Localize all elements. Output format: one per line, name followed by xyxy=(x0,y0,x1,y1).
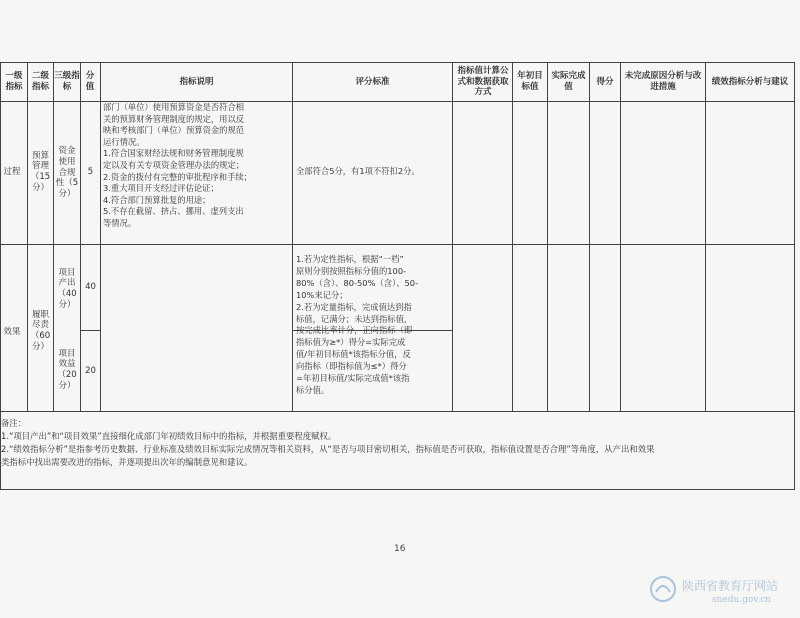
table-rule xyxy=(100,62,101,411)
watermark-title: 陕西省教育厅网站 xyxy=(682,579,779,593)
notes-line-3: 类指标中找出需要改进的指标，并逐项提出次年的编制意见和建议。 xyxy=(1,457,253,467)
benefit-score: 20 xyxy=(85,365,96,376)
table-rule xyxy=(292,62,293,411)
criteria-line: 原则分别按照指标分值的100- xyxy=(296,265,407,276)
header-level3: 三级指标 xyxy=(54,71,80,92)
table-rule xyxy=(705,62,706,411)
criteria-line: 标值，记满分；未达到指标值， xyxy=(296,313,413,324)
table-rule xyxy=(0,489,795,490)
output-level3: 项目产出（40分） xyxy=(57,267,77,310)
table-rule xyxy=(512,62,513,411)
header-indicator-desc: 指标说明 xyxy=(179,76,214,87)
criteria-line: =年初目标值/实际完成值*该指 xyxy=(296,373,410,384)
output-score: 40 xyxy=(85,281,96,292)
notes-line-2: 2.“绩效指标分析”是指参考历史数据、行业标准及绩效目标实际完成情况等相关资料，从“是否与项目密切相关，指标值是否可获取，指标值设置是否合理”等角度，从产出和效果 xyxy=(1,444,655,454)
header-criteria: 评分标准 xyxy=(355,76,390,87)
desc-line: 关的预算财务管理制度的规定，用以反 xyxy=(103,113,245,124)
desc-line: 映和考核部门（单位）预算资金的规范 xyxy=(103,125,245,136)
criteria-line: 2.若为定量指标，完成值达到指 xyxy=(296,301,412,312)
desc-line: 定以及有关专项资金管理办法的规定； xyxy=(103,159,245,170)
table-rule xyxy=(0,62,795,63)
process-level3: 资金使用合规性（5分） xyxy=(55,146,79,199)
effect-criteria xyxy=(296,254,451,397)
criteria-line: 值/年初目标值*该指标分值，反 xyxy=(296,349,411,360)
table-rule xyxy=(0,411,795,412)
desc-line: 5.不存在截留、挤占、挪用、虚列支出 xyxy=(103,206,244,217)
watermark-url: snedu.gov.cn xyxy=(712,595,772,605)
criteria-line: 向指标（即指标值为≤*）得分 xyxy=(296,361,407,372)
table-rule xyxy=(452,62,453,411)
header-level1: 一级指标 xyxy=(5,71,23,92)
notes-title: 备注： xyxy=(1,418,27,428)
header-score-value: 分值 xyxy=(85,71,95,92)
criteria-line: 80%（含）、80-50%（含）、50- xyxy=(296,277,419,288)
table-rule xyxy=(589,62,590,411)
process-score-value: 5 xyxy=(87,166,94,177)
criteria-line: 10%来记分； xyxy=(296,289,348,300)
benefit-level3: 项目效益（20分） xyxy=(57,348,77,391)
desc-line: 4.符合部门预算批复的用途； xyxy=(103,194,211,205)
watermark-logo-icon xyxy=(648,574,678,604)
table-rule xyxy=(80,62,81,411)
criteria-line: 指标值为≥*）得分=实际完成 xyxy=(296,337,406,348)
process-level1: 过程 xyxy=(3,166,21,177)
header-formula: 指标值计算公式和数据获取方式 xyxy=(457,66,509,98)
process-indicator-desc xyxy=(103,102,292,230)
effect-level2: 履职尽责（60分） xyxy=(30,309,51,352)
criteria-line: 按完成比率计分，正向指标（即 xyxy=(296,325,413,336)
table-rule xyxy=(620,62,621,411)
effect-level1: 效果 xyxy=(3,326,21,337)
process-level2: 预算管理（15分） xyxy=(30,150,51,193)
header-level2: 二级指标 xyxy=(31,71,49,92)
desc-line: 3.重大项目开支经过评估论证； xyxy=(103,183,219,194)
table-rule xyxy=(547,62,548,411)
header-actual-value: 实际完成值 xyxy=(551,71,586,92)
header-reason: 未完成原因分析与改进措施 xyxy=(624,71,702,92)
criteria-line: 标分值。 xyxy=(296,384,330,395)
desc-line: 部门（单位）使用预算资金是否符合相 xyxy=(103,102,245,112)
header-annual-target: 年初目标值 xyxy=(517,71,543,92)
table-rule xyxy=(53,62,54,411)
process-criteria: 全部符合5分，有1项不符扣2分。 xyxy=(296,166,420,177)
desc-line: 2.资金的拨付有完整的审批程序和手续； xyxy=(103,171,252,182)
table-rule xyxy=(80,330,100,331)
table-rule xyxy=(0,244,795,245)
performance-table xyxy=(0,62,795,490)
header-analysis: 绩效指标分析与建议 xyxy=(711,76,789,87)
header-score: 得分 xyxy=(596,76,614,87)
desc-line: 运行情况。 xyxy=(103,136,145,147)
page-number: 16 xyxy=(394,544,406,554)
desc-line: 1.符合国家财经法规和财务管理制度规 xyxy=(103,148,244,159)
table-rule xyxy=(794,62,795,490)
table-rule xyxy=(27,62,28,411)
criteria-line: 1.若为定性指标，根据“一档” xyxy=(296,254,404,264)
notes-line-1: 1.“项目产出”和“项目效果”直接细化成部门年初绩效目标中的指标，并根据重要程度赋权。 xyxy=(1,431,337,441)
desc-line: 等情况。 xyxy=(103,217,137,228)
